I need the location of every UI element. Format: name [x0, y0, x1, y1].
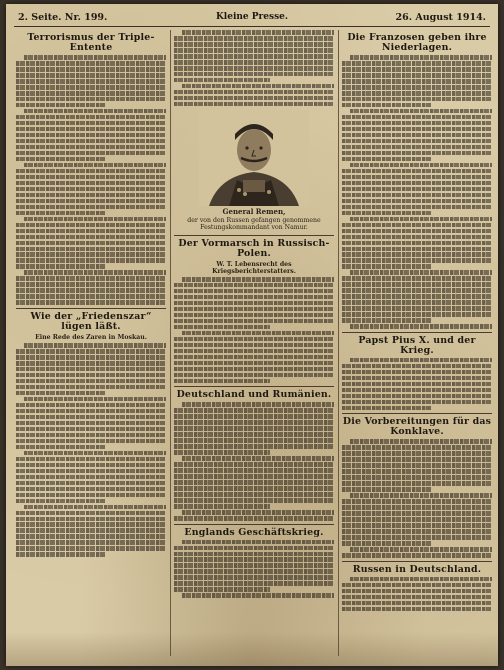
article-divider	[174, 386, 334, 387]
text-line	[174, 581, 334, 586]
text-line	[16, 528, 166, 533]
text-line	[342, 517, 492, 522]
text-line	[24, 505, 166, 510]
article-body	[174, 30, 334, 106]
text-line	[16, 133, 166, 138]
text-line	[16, 103, 106, 108]
text-line	[174, 48, 334, 53]
text-line	[350, 109, 492, 114]
text-line	[16, 276, 166, 281]
text-line	[16, 421, 166, 426]
text-line	[342, 382, 492, 387]
article-headline: Englands Geschäftskrieg.	[184, 526, 324, 538]
text-line	[342, 595, 492, 600]
text-line	[342, 121, 492, 126]
text-line	[342, 199, 492, 204]
text-line	[16, 546, 166, 551]
text-line	[182, 84, 334, 89]
text-line	[182, 593, 334, 598]
text-line	[16, 73, 166, 78]
text-line	[16, 300, 166, 305]
text-line	[342, 541, 432, 546]
text-line	[342, 73, 492, 78]
text-line	[174, 552, 334, 557]
text-line	[174, 361, 334, 366]
text-line	[174, 414, 334, 419]
text-line	[350, 439, 492, 444]
text-line	[342, 79, 492, 84]
article-divider	[174, 524, 334, 525]
text-line	[342, 211, 432, 216]
article-body	[342, 439, 492, 557]
newspaper-page	[6, 4, 498, 666]
text-line	[24, 270, 166, 275]
article-body	[174, 277, 334, 383]
text-line	[182, 402, 334, 407]
article-divider	[174, 235, 334, 236]
text-line	[16, 67, 166, 72]
text-line	[174, 90, 334, 95]
text-line	[16, 85, 166, 90]
text-line	[174, 301, 334, 306]
text-line	[16, 229, 166, 234]
text-line	[174, 379, 270, 384]
text-line	[16, 415, 166, 420]
text-line	[16, 373, 166, 378]
page-header	[14, 10, 490, 27]
text-line	[16, 175, 166, 180]
text-line	[16, 481, 166, 486]
text-line	[174, 504, 270, 509]
text-line	[16, 235, 166, 240]
text-line	[174, 373, 334, 378]
text-line	[342, 499, 492, 504]
text-line	[342, 400, 492, 405]
column-middle	[174, 30, 334, 658]
article-headline: Papst Pius X. und der Krieg.	[358, 334, 476, 356]
text-line	[342, 445, 492, 450]
page-number: 2. Seite. Nr. 199.	[18, 12, 108, 23]
text-line	[182, 456, 334, 461]
text-line	[24, 163, 166, 168]
text-line	[16, 499, 106, 504]
text-line	[342, 247, 492, 252]
text-line	[350, 547, 492, 552]
article-headline: Der Vormarsch in Russisch-Polen.	[178, 237, 330, 259]
text-line	[16, 247, 166, 252]
text-line	[342, 583, 492, 588]
text-line	[174, 313, 334, 318]
text-line	[16, 445, 106, 450]
text-line	[174, 325, 270, 330]
text-line	[174, 42, 334, 47]
article-body	[16, 55, 166, 305]
text-line	[16, 427, 166, 432]
text-line	[342, 223, 492, 228]
text-line	[174, 492, 334, 497]
text-line	[16, 181, 166, 186]
text-line	[174, 546, 334, 551]
text-line	[174, 96, 334, 101]
text-line	[342, 235, 492, 240]
text-line	[342, 193, 492, 198]
text-line	[16, 282, 166, 287]
text-line	[174, 450, 270, 455]
text-line	[342, 469, 492, 474]
text-line	[174, 60, 334, 65]
text-line	[342, 103, 432, 108]
text-line	[24, 343, 166, 348]
text-line	[342, 205, 492, 210]
text-line	[342, 475, 492, 480]
text-line	[16, 151, 166, 156]
text-line	[16, 241, 166, 246]
text-line	[342, 306, 492, 311]
text-line	[24, 217, 166, 222]
text-line	[342, 139, 492, 144]
text-line	[182, 510, 334, 515]
text-line	[342, 511, 492, 516]
text-line	[174, 102, 334, 107]
text-line	[342, 97, 492, 102]
text-line	[342, 457, 492, 462]
article-body	[174, 540, 334, 598]
text-line	[342, 181, 492, 186]
text-line	[350, 163, 492, 168]
text-line	[342, 264, 432, 269]
text-line	[342, 151, 492, 156]
text-line	[342, 523, 492, 528]
text-line	[350, 270, 492, 275]
text-line	[174, 438, 334, 443]
text-line	[174, 516, 334, 521]
text-line	[350, 324, 492, 329]
text-line	[350, 493, 492, 498]
text-line	[174, 349, 334, 354]
text-line	[174, 432, 334, 437]
text-line	[174, 307, 334, 312]
text-line	[16, 361, 166, 366]
column-right	[342, 30, 492, 658]
text-line	[342, 553, 492, 558]
text-line	[16, 288, 166, 293]
text-line	[342, 282, 492, 287]
text-line	[16, 199, 166, 204]
text-line	[16, 534, 166, 539]
issue-date: 26. August 1914.	[395, 12, 486, 23]
text-line	[342, 505, 492, 510]
article-body	[174, 402, 334, 520]
text-line	[342, 388, 492, 393]
portrait-caption-line: der von den Russen gefangen genommene	[187, 216, 321, 224]
text-line	[16, 187, 166, 192]
text-line	[174, 444, 334, 449]
text-line	[342, 169, 492, 174]
text-line	[350, 55, 492, 60]
article-headline: Russen in Deutschland.	[352, 563, 482, 575]
text-line	[342, 529, 492, 534]
article-headline: Die Vorbereitungen für das Konklave.	[342, 416, 492, 438]
text-line	[342, 115, 492, 120]
text-line	[174, 462, 334, 467]
text-line	[16, 79, 166, 84]
text-line	[174, 557, 334, 562]
article-divider	[342, 561, 492, 562]
text-line	[16, 139, 166, 144]
text-line	[342, 61, 492, 66]
text-line	[174, 587, 270, 592]
article-subheadline: W. T. Lebensrecht des Kriegsberichterstatters.	[212, 260, 296, 275]
text-line	[174, 486, 334, 491]
text-line	[342, 487, 432, 492]
text-line	[16, 355, 166, 360]
text-line	[342, 241, 492, 246]
text-line	[16, 127, 166, 132]
article-body	[342, 358, 492, 410]
text-line	[16, 511, 166, 516]
text-line	[16, 223, 166, 228]
text-line	[350, 217, 492, 222]
text-line	[16, 193, 166, 198]
text-line	[342, 394, 492, 399]
text-line	[174, 78, 270, 83]
text-line	[16, 145, 166, 150]
text-line	[342, 607, 492, 612]
newspaper-title: Kleine Presse.	[215, 12, 289, 22]
column-left	[16, 30, 166, 658]
text-line	[342, 229, 492, 234]
text-line	[24, 55, 166, 60]
column-divider	[338, 30, 339, 656]
text-line	[342, 258, 492, 263]
text-line	[16, 61, 166, 66]
text-line	[174, 480, 334, 485]
text-line	[174, 283, 334, 288]
portrait-caption-line: Festungskommandant von Namur.	[200, 224, 308, 232]
text-line	[16, 487, 166, 492]
text-line	[174, 343, 334, 348]
text-line	[174, 54, 334, 59]
text-line	[174, 355, 334, 360]
text-line	[16, 121, 166, 126]
text-line	[174, 367, 334, 372]
text-line	[16, 367, 166, 372]
portrait-caption	[174, 208, 334, 232]
text-line	[342, 481, 492, 486]
text-line	[350, 358, 492, 363]
text-line	[16, 211, 106, 216]
article-headline: Wie der „Friedenszar“ lügen läßt.	[30, 310, 152, 332]
text-line	[342, 451, 492, 456]
text-line	[24, 451, 166, 456]
text-line	[342, 601, 492, 606]
text-line	[342, 294, 492, 299]
text-line	[174, 569, 334, 574]
text-line	[16, 91, 166, 96]
text-line	[342, 157, 432, 162]
text-line	[182, 30, 334, 35]
text-line	[16, 157, 106, 162]
text-line	[342, 535, 492, 540]
text-line	[16, 379, 166, 384]
text-line	[342, 288, 492, 293]
article-headline: Die Franzosen geben ihre Niederlagen.	[347, 32, 487, 53]
article-body	[342, 577, 492, 612]
text-line	[182, 331, 334, 336]
text-line	[174, 66, 334, 71]
text-line	[16, 409, 166, 414]
text-line	[342, 376, 492, 381]
text-line	[16, 391, 106, 396]
article-headline: Terrorismus der Triple-Entente	[27, 32, 155, 53]
text-line	[342, 318, 432, 323]
text-line	[342, 589, 492, 594]
article-divider	[16, 308, 166, 309]
text-line	[174, 575, 334, 580]
text-line	[174, 563, 334, 568]
text-line	[342, 364, 492, 369]
text-line	[16, 205, 166, 210]
text-line	[16, 385, 166, 390]
article-headline: Deutschland und Rumänien.	[176, 389, 332, 401]
text-line	[16, 439, 166, 444]
text-line	[350, 577, 492, 582]
text-line	[174, 295, 334, 300]
text-line	[16, 97, 166, 102]
text-line	[16, 522, 166, 527]
text-line	[342, 312, 492, 317]
text-line	[16, 403, 166, 408]
text-line	[342, 133, 492, 138]
text-line	[174, 72, 334, 77]
text-line	[16, 264, 106, 269]
text-line	[16, 349, 166, 354]
text-line	[174, 426, 334, 431]
text-line	[342, 300, 492, 305]
text-line	[16, 552, 106, 557]
text-line	[16, 517, 166, 522]
text-line	[342, 252, 492, 257]
general-portrait-image	[199, 110, 309, 206]
text-line	[174, 36, 334, 41]
text-line	[16, 457, 166, 462]
text-line	[342, 127, 492, 132]
text-line	[174, 420, 334, 425]
text-line	[342, 406, 432, 411]
text-line	[174, 468, 334, 473]
text-line	[16, 169, 166, 174]
text-line	[182, 540, 334, 545]
text-line	[182, 277, 334, 282]
text-line	[16, 252, 166, 257]
article-divider	[342, 332, 492, 333]
text-line	[16, 115, 166, 120]
text-line	[16, 493, 166, 498]
text-line	[342, 175, 492, 180]
text-line	[342, 370, 492, 375]
article-body	[16, 343, 166, 557]
column-divider	[170, 30, 171, 656]
text-line	[16, 475, 166, 480]
text-line	[174, 498, 334, 503]
text-line	[174, 319, 334, 324]
text-line	[174, 337, 334, 342]
text-line	[174, 289, 334, 294]
text-line	[342, 85, 492, 90]
portrait-caption-name: General Remen,	[222, 207, 286, 217]
text-line	[342, 187, 492, 192]
text-line	[16, 540, 166, 545]
text-line	[16, 294, 166, 299]
text-line	[342, 276, 492, 281]
article-divider	[342, 413, 492, 414]
text-line	[342, 67, 492, 72]
text-line	[16, 469, 166, 474]
text-line	[342, 145, 492, 150]
article-body	[342, 55, 492, 329]
text-line	[174, 474, 334, 479]
text-line	[24, 397, 166, 402]
text-line	[174, 408, 334, 413]
text-line	[24, 109, 166, 114]
text-line	[342, 463, 492, 468]
text-line	[16, 258, 166, 263]
article-subheadline: Eine Rede des Zaren in Moskau.	[35, 333, 147, 341]
text-line	[16, 463, 166, 468]
text-line	[16, 433, 166, 438]
text-line	[342, 91, 492, 96]
